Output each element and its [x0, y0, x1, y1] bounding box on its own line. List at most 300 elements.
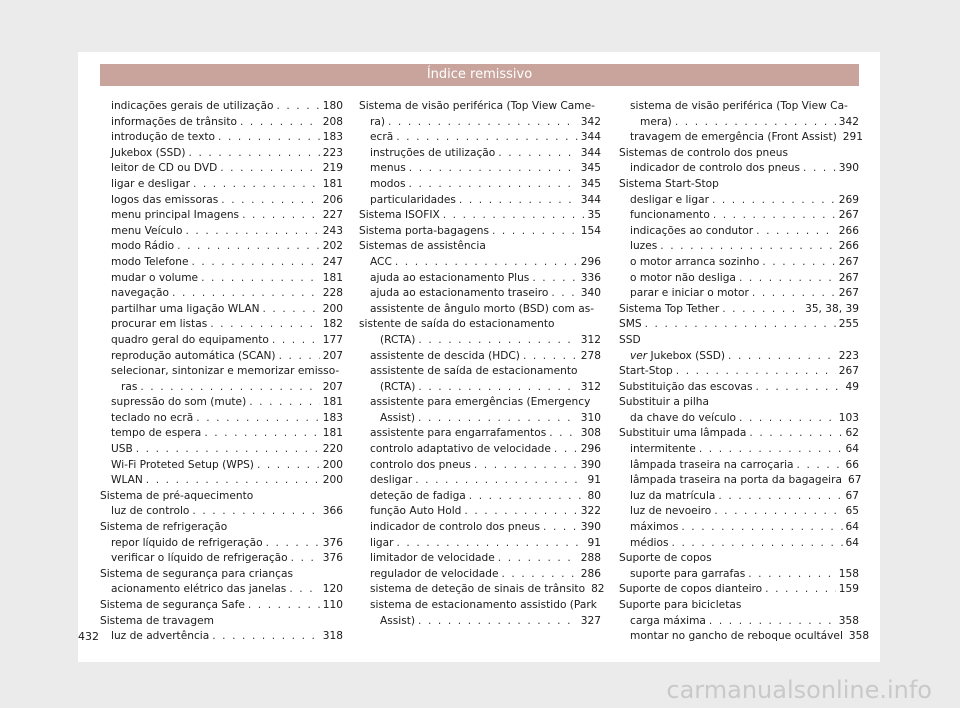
index-entry-label: modos	[370, 177, 406, 190]
index-entry-page: 159	[838, 583, 859, 596]
index-entry	[100, 239, 343, 255]
index-entry-label: desligar	[370, 474, 413, 487]
index-entry	[100, 426, 343, 442]
dot-leader	[532, 271, 577, 287]
index-entry	[619, 614, 859, 630]
index-entry-page: 345	[580, 177, 601, 190]
dot-leader	[681, 520, 842, 536]
dot-leader	[409, 177, 578, 193]
index-entry-label: indicações ao condutor	[630, 224, 754, 237]
dot-leader	[201, 271, 320, 287]
index-entry	[359, 224, 601, 240]
index-entry	[359, 582, 605, 598]
dot-leader	[204, 426, 319, 442]
dot-leader	[192, 504, 319, 520]
index-entry-label: supressão do som (mute)	[111, 396, 247, 409]
page-number: 432	[78, 630, 99, 643]
index-entry-label: SMS	[619, 318, 642, 331]
index-heading: Sistema de pré-aquecimento	[100, 489, 254, 502]
index-entry-page: 390	[838, 162, 859, 175]
index-entry-page: 223	[838, 349, 859, 362]
index-entry	[359, 255, 601, 271]
index-entry-label: controlo adaptativo de velocidade	[370, 443, 551, 456]
index-entry-page: 390	[580, 521, 601, 534]
index-entry	[100, 115, 343, 131]
dot-leader	[218, 130, 320, 146]
index-entry	[359, 411, 601, 427]
index-entry-label: regulador de velocidade	[370, 567, 499, 580]
index-entry	[100, 317, 343, 333]
index-entry-page: 376	[322, 552, 343, 565]
index-entry-label: limitador de velocidade	[370, 552, 495, 565]
index-entry	[619, 458, 859, 474]
index-entry	[359, 349, 601, 365]
index-entry	[100, 130, 343, 146]
index-entry-page: 266	[838, 224, 859, 237]
index-heading: Sistemas de assistência	[359, 240, 486, 253]
index-entry	[359, 614, 601, 630]
index-heading: Suporte de copos	[619, 552, 712, 565]
dot-leader	[443, 208, 585, 224]
see-reference-target: Jukebox (SSD)	[647, 349, 726, 362]
index-entry-label: USB	[111, 443, 133, 456]
see-reference-prefix: ver	[630, 349, 648, 362]
index-entry-label: verificar o líquido de refrigeração	[111, 552, 288, 565]
index-entry-page: 183	[322, 131, 343, 144]
index-entry-label: menu principal Imagens	[111, 209, 240, 222]
index-entry-page: 67	[847, 474, 862, 487]
dot-leader	[492, 224, 578, 240]
index-entry	[619, 130, 863, 146]
index-entry-label: menu Veículo	[111, 224, 183, 237]
index-entry-page: 154	[580, 224, 601, 237]
index-entry	[359, 177, 601, 193]
dot-leader	[469, 489, 585, 505]
index-entry	[359, 333, 601, 349]
dot-leader	[728, 349, 836, 365]
dot-leader	[718, 489, 842, 505]
index-entry	[359, 536, 601, 552]
index-entry	[100, 255, 343, 271]
index-entry-label: desligar e ligar	[630, 193, 709, 206]
dot-leader	[752, 286, 836, 302]
index-entry-page: 278	[580, 349, 601, 362]
dot-leader	[409, 161, 578, 177]
index-entry-page: 288	[580, 552, 601, 565]
index-entry-label: repor líquido de refrigeração	[111, 536, 263, 549]
dot-leader	[551, 286, 577, 302]
dot-leader	[803, 161, 836, 177]
index-entry	[619, 489, 859, 505]
dot-leader	[712, 193, 836, 209]
index-entry-page: 312	[580, 333, 601, 346]
index-entry-label: Substituir uma lâmpada	[619, 427, 747, 440]
index-entry-page: 66	[845, 458, 859, 471]
index-entry-page: 202	[322, 240, 343, 253]
index-entry-page: 220	[322, 443, 343, 456]
index-entry-page: 269	[838, 193, 859, 206]
dot-leader	[276, 99, 319, 115]
index-entry-label: particularidades	[370, 193, 456, 206]
dot-leader	[459, 193, 578, 209]
index-entry	[359, 208, 601, 224]
index-heading: SSD	[619, 333, 641, 346]
dot-leader	[418, 411, 578, 427]
dot-leader	[189, 146, 320, 162]
index-entry-page: 67	[845, 489, 859, 502]
index-heading: assistente de saída de estacionamento	[370, 365, 578, 378]
dot-leader	[140, 380, 319, 396]
index-entry-label: médios	[630, 536, 669, 549]
index-entry-page: 247	[322, 255, 343, 268]
index-heading: Sistema de visão periférica (Top View Came-	[359, 100, 595, 112]
index-entry	[100, 286, 343, 302]
index-heading: Sistema de segurança para crianças	[100, 567, 293, 580]
index-entry-label: intermitente	[630, 443, 696, 456]
index-entry-label: ajuda ao estacionamento Plus	[370, 271, 530, 284]
dot-leader	[676, 364, 836, 380]
index-entry-label: da chave do veículo	[630, 411, 737, 424]
index-entry	[619, 504, 859, 520]
section-title: Índice remissivo	[426, 67, 533, 82]
index-entry-label: função Auto Hold	[370, 505, 462, 518]
index-entry-page: 291	[842, 131, 863, 144]
index-entry-label: sistema de deteção de sinais de trânsito	[370, 583, 586, 596]
index-entry-page: 243	[322, 224, 343, 237]
index-heading: sistema de estacionamento assistido (Park	[370, 599, 597, 611]
index-entry	[359, 161, 601, 177]
index-entry-page: 49	[845, 380, 859, 393]
index-entry-page: 322	[580, 505, 601, 518]
dot-leader	[749, 426, 842, 442]
dot-leader	[177, 239, 320, 255]
index-entry-page: 227	[322, 209, 343, 222]
index-entry	[100, 208, 343, 224]
index-entry-page: 177	[322, 333, 343, 346]
index-entry-page: 208	[322, 115, 343, 128]
dot-leader	[172, 286, 320, 302]
index-entry	[359, 193, 601, 209]
dot-leader	[220, 161, 320, 177]
index-entry-label: o motor arranca sozinho	[630, 255, 760, 268]
section-header	[100, 64, 859, 86]
index-entry	[359, 551, 601, 567]
dot-leader	[755, 380, 842, 396]
index-entry-label: ajuda ao estacionamento traseiro	[370, 287, 549, 300]
index-entry-page: 181	[322, 271, 343, 284]
index-entry	[359, 489, 601, 505]
index-entry	[619, 317, 859, 333]
index-entry	[619, 271, 859, 287]
index-entry	[100, 224, 343, 240]
index-entry	[100, 161, 343, 177]
index-column-1	[100, 99, 343, 645]
index-entry-label: ecrã	[370, 131, 394, 144]
index-entry-label: indicador de controlo dos pneus	[630, 162, 801, 175]
index-entry-label: carga máxima	[630, 614, 706, 627]
index-entry-label: assistente de descida (HDC)	[370, 349, 520, 362]
index-entry-page: 267	[838, 209, 859, 222]
index-entry	[359, 567, 601, 583]
index-entry-page: 344	[580, 193, 601, 206]
index-entry-page: 267	[838, 365, 859, 378]
dot-leader	[266, 536, 320, 552]
index-entry-label: deteção de fadiga	[370, 489, 466, 502]
index-entry	[619, 442, 859, 458]
index-entry-label: informações de trânsito	[111, 115, 237, 128]
index-entry-label: ras	[121, 380, 138, 393]
index-entry	[359, 380, 601, 396]
dot-leader	[675, 115, 836, 131]
index-entry-label: logos das emissoras	[111, 193, 219, 206]
index-entry-label: Suporte de copos dianteiro	[619, 583, 763, 596]
index-heading: Sistema Start-Stop	[619, 177, 719, 190]
index-entry-label: introdução de texto	[111, 131, 216, 144]
index-entry-page: 64	[845, 536, 859, 549]
index-entry	[359, 146, 601, 162]
index-entry-page: 82	[591, 583, 605, 596]
index-entry	[100, 99, 343, 115]
index-entry-label: acionamento elétrico das janelas	[111, 583, 287, 596]
index-entry	[100, 349, 343, 365]
index-entry	[619, 520, 859, 536]
index-entry-label: funcionamento	[630, 209, 710, 222]
dot-leader	[193, 177, 320, 193]
index-entry-page: 64	[845, 443, 859, 456]
dot-leader	[212, 629, 320, 645]
index-entry-label: indicador de controlo dos pneus	[370, 521, 541, 534]
index-entry-label: modo Rádio	[111, 240, 175, 253]
index-heading: Sistema de refrigeração	[100, 521, 228, 534]
index-entry-page: 342	[580, 115, 601, 128]
index-column-3	[619, 99, 870, 645]
dot-leader	[388, 115, 578, 131]
index-entry-label: travagem de emergência (Front Assist)	[630, 131, 837, 144]
index-entry-page: 120	[322, 583, 343, 596]
dot-leader	[722, 302, 802, 318]
dot-leader	[415, 473, 584, 489]
index-entry-label: lâmpada traseira na porta da bagageira	[630, 474, 842, 487]
index-entry-label: (RCTA)	[380, 380, 416, 393]
index-entry	[100, 271, 343, 287]
index-entry-label: reprodução automática (SCAN)	[111, 349, 276, 362]
index-entry	[359, 442, 601, 458]
index-entry-label: ligar e desligar	[111, 177, 190, 190]
index-entry-label: luz de advertência	[111, 630, 210, 643]
index-entry	[100, 598, 343, 614]
index-entry-label: mudar o volume	[111, 271, 199, 284]
dot-leader	[196, 411, 320, 427]
index-entry-label: mera)	[640, 115, 672, 128]
index-entry	[100, 551, 343, 567]
index-entry-label: Sistema Top Tether	[619, 302, 720, 315]
index-heading: assistente de ângulo morto (BSD) com as-	[370, 302, 595, 315]
index-entry-page: 200	[322, 458, 343, 471]
index-entry	[619, 567, 859, 583]
index-entry-label: WLAN	[111, 474, 143, 487]
dot-leader	[136, 442, 320, 458]
dot-leader	[272, 333, 320, 349]
index-entry-label: Assist)	[380, 614, 416, 627]
index-entry-page: 267	[838, 255, 859, 268]
dot-leader	[240, 115, 320, 131]
dot-leader	[291, 551, 320, 567]
index-entry	[100, 411, 343, 427]
index-entry-label: lâmpada traseira na carroçaria	[630, 458, 794, 471]
index-entry-page: 103	[838, 411, 859, 424]
index-entry-label: partilhar uma ligação WLAN	[111, 302, 260, 315]
index-entry	[619, 629, 870, 645]
index-entry-page: 358	[838, 614, 859, 627]
dot-leader	[474, 458, 578, 474]
index-entry	[619, 255, 859, 271]
index-entry-page: 206	[322, 193, 343, 206]
index-entry	[619, 349, 859, 365]
dot-leader	[699, 442, 843, 458]
index-entry-label: luz da matrícula	[630, 489, 716, 502]
dot-leader	[263, 302, 320, 318]
dot-leader	[748, 567, 836, 583]
index-entry-page: 312	[580, 380, 601, 393]
dot-leader	[279, 349, 320, 365]
index-entry	[100, 193, 343, 209]
index-entry-page: 255	[838, 318, 859, 331]
index-entry	[100, 442, 343, 458]
index-entry-label: Substituição das escovas	[619, 380, 753, 393]
index-entry-page: 342	[838, 115, 859, 128]
index-entry-page: 286	[580, 567, 601, 580]
dot-leader	[645, 317, 836, 333]
index-entry	[619, 115, 859, 131]
dot-leader	[543, 520, 578, 536]
index-entry	[619, 380, 859, 396]
index-entry-label: luzes	[630, 240, 658, 253]
dot-leader	[739, 271, 836, 287]
index-entry-label: quadro geral do equipamento	[111, 333, 269, 346]
index-entry-page: 310	[580, 411, 601, 424]
index-entry-label: Sistema de segurança Safe	[100, 599, 245, 611]
index-entry	[100, 473, 343, 489]
index-entry-page: 35	[587, 209, 601, 222]
dot-leader	[418, 614, 578, 630]
index-entry-label: luz de nevoeiro	[630, 505, 712, 518]
index-entry-page: 267	[838, 287, 859, 300]
index-heading: sistema de visão periférica (Top View Ca-	[630, 100, 848, 112]
index-entry	[619, 193, 859, 209]
dot-leader	[498, 551, 578, 567]
index-entry-page: 308	[580, 427, 601, 440]
dot-leader	[762, 255, 835, 271]
index-entry-label: Jukebox (SSD)	[111, 146, 186, 159]
index-entry-page: 180	[322, 100, 343, 112]
index-entry	[100, 333, 343, 349]
index-entry-label: tempo de espera	[111, 427, 202, 440]
index-entry-page: 266	[838, 240, 859, 253]
index-entry	[359, 504, 601, 520]
index-entry-page: 340	[580, 287, 601, 300]
index-entry	[359, 473, 601, 489]
index-entry-label: Sistema porta-bagagens	[359, 224, 489, 237]
index-entry-label: parar e iniciar o motor	[630, 287, 749, 300]
index-entry-page: 110	[322, 599, 343, 611]
index-entry-page: 158	[838, 567, 859, 580]
index-entry-page: 390	[580, 458, 601, 471]
index-entry	[619, 286, 859, 302]
index-entry-label: assistente para engarrafamentos	[370, 427, 547, 440]
index-entry	[619, 224, 859, 240]
index-entry-label: ACC	[370, 255, 392, 268]
index-entry	[359, 115, 601, 131]
index-entry	[619, 411, 859, 427]
dot-leader	[797, 458, 843, 474]
index-entry-page: 345	[580, 162, 601, 175]
index-entry-page: 358	[848, 630, 870, 643]
index-heading: Suporte para bicicletas	[619, 599, 742, 611]
dot-leader	[464, 504, 577, 520]
index-entry-label	[630, 349, 725, 365]
dot-leader	[418, 333, 577, 349]
index-entry-label: menus	[370, 162, 406, 175]
index-entry-page: 62	[845, 427, 859, 440]
index-entry-page: 344	[580, 131, 601, 144]
index-entry	[100, 629, 343, 645]
index-entry	[100, 302, 343, 318]
dot-leader	[660, 239, 836, 255]
index-entry	[100, 380, 343, 396]
index-entry	[100, 582, 343, 598]
index-entry-label: ra)	[370, 115, 385, 128]
dot-leader	[146, 473, 320, 489]
dot-leader	[714, 504, 842, 520]
dot-leader	[523, 349, 578, 365]
dot-leader	[418, 380, 577, 396]
index-column-2	[359, 99, 605, 629]
index-entry-page: 181	[322, 177, 343, 190]
index-entry-page: 267	[838, 271, 859, 284]
dot-leader	[289, 582, 319, 598]
index-entry	[359, 271, 601, 287]
index-entry	[100, 146, 343, 162]
index-entry-page: 376	[322, 536, 343, 549]
index-entry-label: navegação	[111, 287, 170, 300]
index-entry-label: Assist)	[380, 411, 416, 424]
index-entry	[359, 426, 601, 442]
dot-leader	[498, 146, 577, 162]
index-heading: sistente de saída do estacionamento	[359, 318, 555, 331]
index-heading: assistente para emergências (Emergency	[370, 396, 591, 409]
index-entry	[100, 536, 343, 552]
index-entry-page: 181	[322, 396, 343, 409]
index-entry-label: suporte para garrafas	[630, 567, 746, 580]
index-entry-page: 35, 38, 39	[805, 302, 859, 315]
index-heading: Sistemas de controlo dos pneus	[619, 146, 789, 159]
dot-leader	[756, 224, 836, 240]
index-entry	[619, 536, 859, 552]
dot-leader	[191, 255, 319, 271]
index-entry-page: 200	[322, 474, 343, 487]
dot-leader	[210, 317, 320, 333]
index-entry-page: 228	[322, 287, 343, 300]
index-entry	[359, 520, 601, 536]
index-entry-label: modo Telefone	[111, 255, 189, 268]
index-entry-label: luz de controlo	[111, 505, 190, 518]
index-entry-page: 182	[322, 318, 343, 331]
dot-leader	[765, 582, 836, 598]
index-entry-label: indicações gerais de utilização	[111, 100, 274, 112]
index-entry-page: 327	[580, 614, 601, 627]
index-entry-page: 91	[587, 474, 601, 487]
dot-leader	[739, 411, 836, 427]
